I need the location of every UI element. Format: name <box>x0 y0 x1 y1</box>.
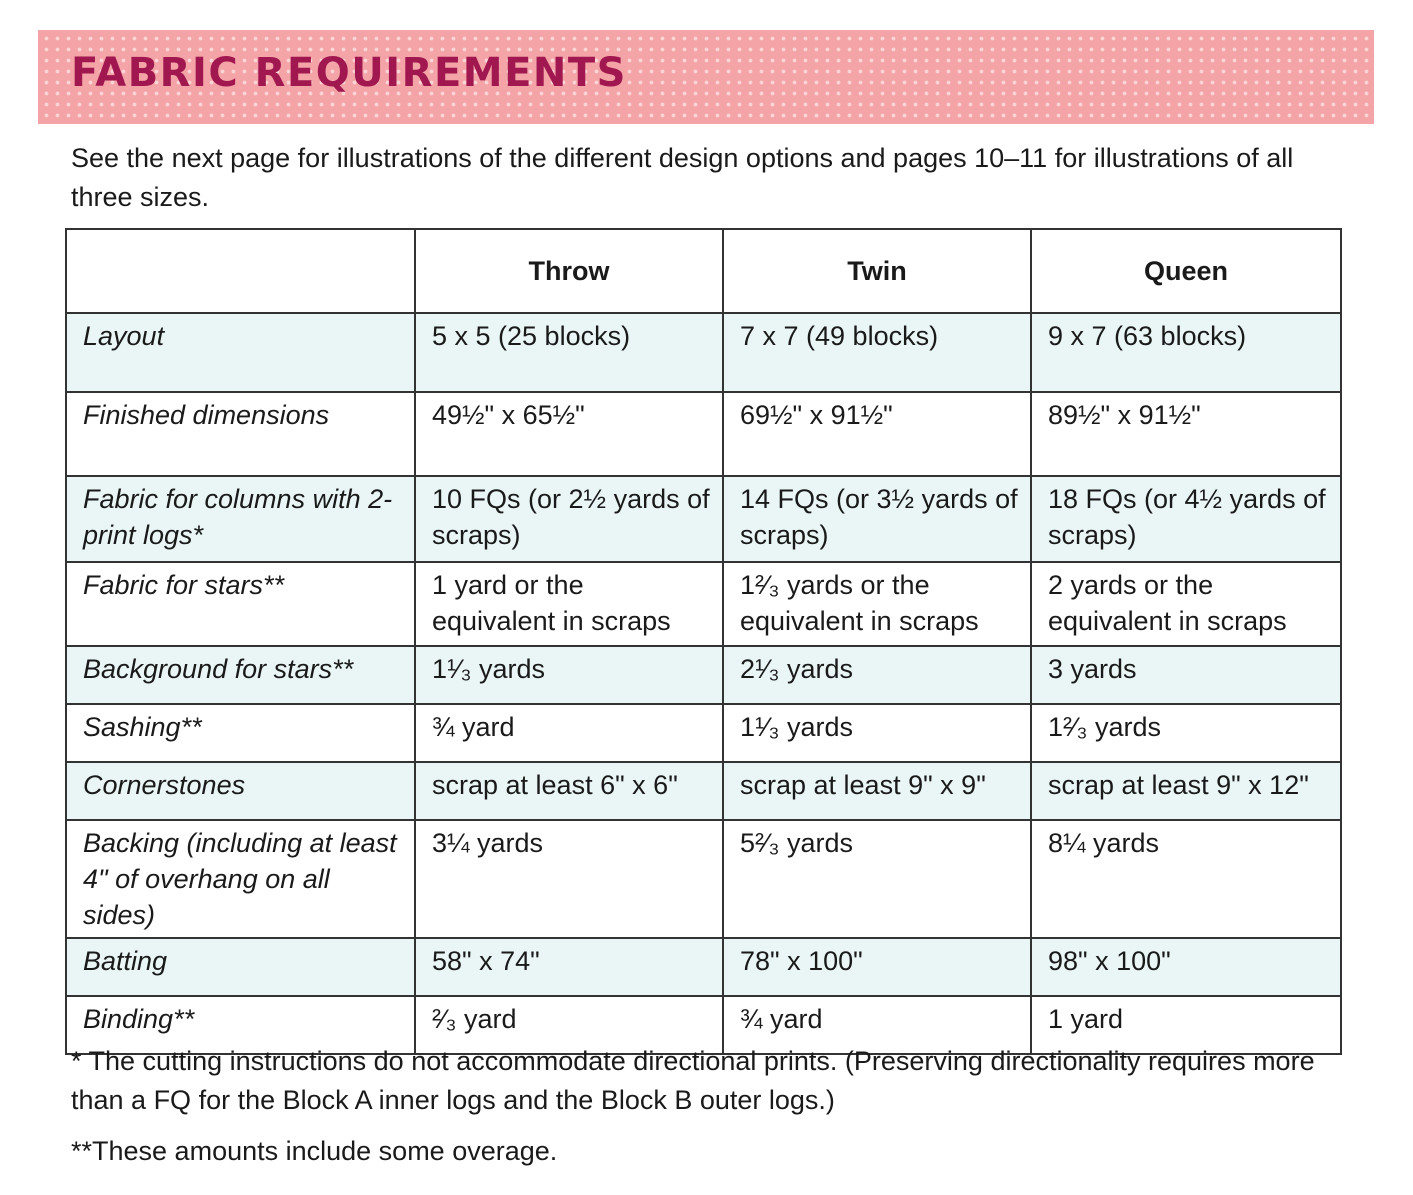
intro-text: See the next page for illustrations of the different design options and pages 10–11 for illustrations of all three sizes. <box>71 143 1294 212</box>
header-twin: Twin <box>723 229 1031 313</box>
cell-twin: ¾ yard <box>723 996 1031 1054</box>
cell-twin: scrap at least 9" x 9" <box>723 762 1031 820</box>
row-label: Background for stars** <box>66 646 415 704</box>
footnote-overage: **These amounts include some overage. <box>71 1136 558 1166</box>
table-row <box>66 820 1341 938</box>
row-label: Layout <box>66 313 415 392</box>
cell-queen: 9 x 7 (63 blocks) <box>1031 313 1341 392</box>
cell-throw: 5 x 5 (25 blocks) <box>415 313 723 392</box>
footnote-directional-prints: * The cutting instructions do not accommodate directional prints. (Preserving directionality requires more than a FQ for the Block A inner logs and the Block B outer logs.) <box>71 1046 1315 1115</box>
row-label: Batting <box>66 938 415 996</box>
table-row <box>66 762 1341 820</box>
cell-queen: 3 yards <box>1031 646 1341 704</box>
section-banner <box>38 30 1374 124</box>
cell-queen: 1 yard <box>1031 996 1341 1054</box>
table-row <box>66 562 1341 646</box>
cell-twin: 2¹⁄₃ yards <box>723 646 1031 704</box>
header-throw: Throw <box>415 229 723 313</box>
cell-twin: 1¹⁄₃ yards <box>723 704 1031 762</box>
cell-twin: 14 FQs (or 3½ yards of scraps) <box>723 476 1031 562</box>
cell-throw: 49½" x 65½" <box>415 392 723 476</box>
table-row <box>66 646 1341 704</box>
cell-throw: 3¼ yards <box>415 820 723 938</box>
cell-queen: scrap at least 9" x 12" <box>1031 762 1341 820</box>
row-label: Binding** <box>66 996 415 1054</box>
row-label: Backing (including at least 4" of overhang on all sides) <box>66 820 415 938</box>
cell-twin: 5²⁄₃ yards <box>723 820 1031 938</box>
section-title: FABRIC REQUIREMENTS <box>71 50 627 96</box>
cell-queen: 18 FQs (or 4½ yards of scraps) <box>1031 476 1341 562</box>
cell-queen: 89½" x 91½" <box>1031 392 1341 476</box>
cell-twin: 69½" x 91½" <box>723 392 1031 476</box>
cell-twin: 1²⁄₃ yards or the equivalent in scraps <box>723 562 1031 646</box>
cell-throw: ¾ yard <box>415 704 723 762</box>
row-label: Sashing** <box>66 704 415 762</box>
cell-queen: 8¼ yards <box>1031 820 1341 938</box>
table-row <box>66 704 1341 762</box>
fabric-requirements-table <box>65 228 1342 1055</box>
cell-twin: 7 x 7 (49 blocks) <box>723 313 1031 392</box>
row-label: Finished dimensions <box>66 392 415 476</box>
cell-throw: 1¹⁄₃ yards <box>415 646 723 704</box>
cell-twin: 78" x 100" <box>723 938 1031 996</box>
cell-throw: 58" x 74" <box>415 938 723 996</box>
table-row <box>66 313 1341 392</box>
table-row <box>66 392 1341 476</box>
row-label: Fabric for stars** <box>66 562 415 646</box>
cell-throw: scrap at least 6" x 6" <box>415 762 723 820</box>
cell-throw: 10 FQs (or 2½ yards of scraps) <box>415 476 723 562</box>
table-row <box>66 938 1341 996</box>
cell-queen: 2 yards or the equivalent in scraps <box>1031 562 1341 646</box>
cell-throw: 1 yard or the equivalent in scraps <box>415 562 723 646</box>
cell-throw: ²⁄₃ yard <box>415 996 723 1054</box>
row-label: Cornerstones <box>66 762 415 820</box>
table-row <box>66 476 1341 562</box>
cell-queen: 98" x 100" <box>1031 938 1341 996</box>
cell-queen: 1²⁄₃ yards <box>1031 704 1341 762</box>
header-queen: Queen <box>1031 229 1341 313</box>
header-empty-cell <box>66 229 415 313</box>
row-label: Fabric for columns with 2-print logs* <box>66 476 415 562</box>
table-header-row <box>66 229 1341 313</box>
